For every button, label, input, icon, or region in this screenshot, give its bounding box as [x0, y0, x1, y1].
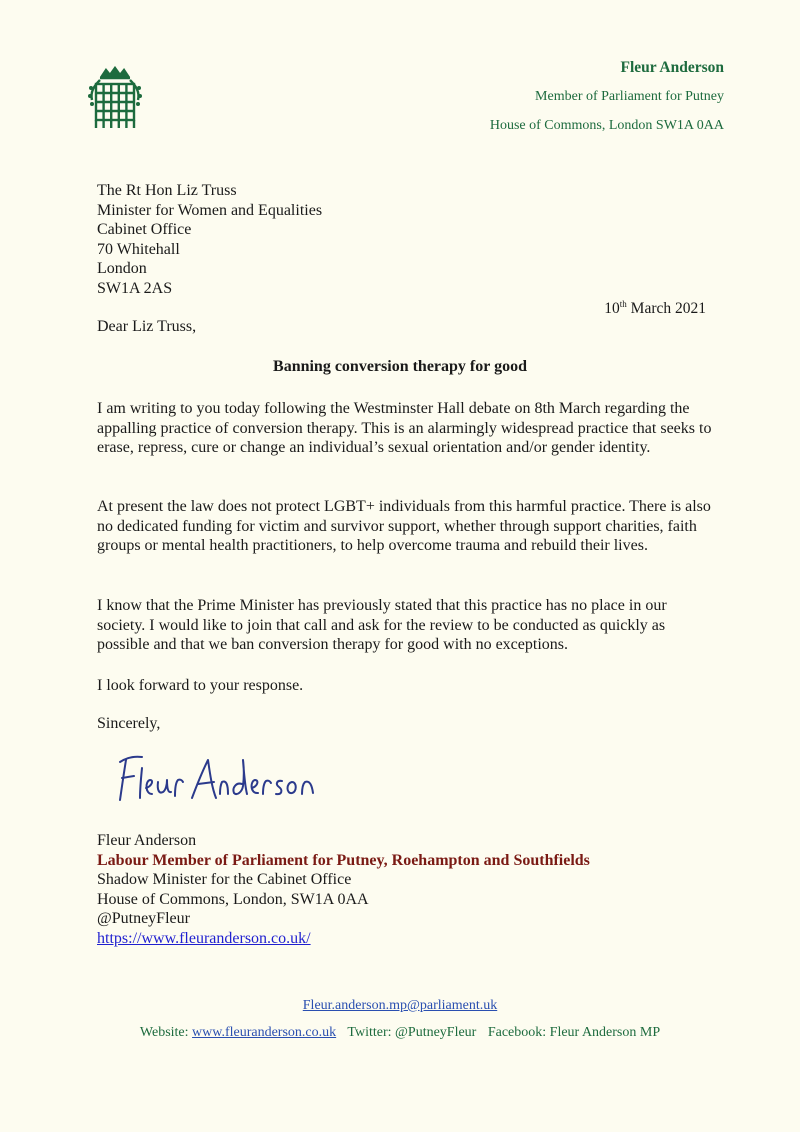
footer-website-label: Website: [139, 1025, 189, 1040]
handwritten-signature [112, 748, 322, 808]
sign-off-twitter: @PutneyFleur [97, 910, 190, 928]
footer-email-link[interactable]: Fleur.anderson.mp@parliament.uk [302, 998, 498, 1013]
body-paragraph: At present the law does not protect LGBT+ individuals from this harmful practice. There is also no dedicated funding for victim and survivor support, whether through support charities, faith groups or mental health practitioners, to help overcome trauma and rebuild their lives. [97, 498, 711, 555]
footer-contact-line [0, 1025, 800, 1041]
recipient-line: Minister for Women and Equalities [97, 201, 323, 219]
date-suffix: th [619, 299, 627, 309]
sign-off-title: Labour Member of Parliament for Putney, Roehampton and Southfields [97, 851, 590, 869]
date-rest: March 2021 [626, 300, 706, 318]
footer-facebook: Facebook: Fleur Anderson MP [487, 1025, 661, 1040]
body-paragraph: I look forward to your response. [97, 677, 304, 694]
sign-off-address: House of Commons, London, SW1A 0AA [97, 890, 369, 908]
footer-email [0, 998, 800, 1014]
header-mp-role: Member of Parliament for Putney [535, 89, 724, 104]
recipient-line: London [97, 260, 147, 278]
recipient-line: 70 Whitehall [97, 240, 180, 258]
footer-website-link[interactable]: www.fleuranderson.co.uk [192, 1025, 337, 1040]
sign-off-block [97, 831, 590, 949]
recipient-line: Cabinet Office [97, 221, 192, 239]
body-paragraph: I am writing to you today following the Westminster Hall debate on 8th March regarding the appalling practice of conversion therapy. This is an alarmingly widespread practice that seeks to erase, repress, cure or change an individual’s sexual orientation and/or gender identity. [97, 400, 712, 457]
sign-off-website-link[interactable]: https://www.fleuranderson.co.uk/ [97, 929, 311, 947]
date-day: 10 [604, 300, 620, 318]
portcullis-icon [86, 66, 144, 132]
sign-off-name: Fleur Anderson [97, 832, 197, 849]
salutation: Dear Liz Truss, [97, 318, 197, 335]
recipient-address [97, 181, 322, 299]
body-paragraph: I know that the Prime Minister has previously stated that this practice has no place in our society. I would like to join that call and ask for the review to be conducted as quickly as possible and that we ban conversion therapy for good with no exceptions. [97, 597, 667, 654]
header-address: House of Commons, London SW1A 0AA [489, 118, 724, 133]
recipient-line: The Rt Hon Liz Truss [97, 182, 237, 199]
recipient-line: SW1A 2AS [97, 279, 173, 297]
letter-date [604, 299, 706, 318]
footer-twitter: Twitter: @PutneyFleur [347, 1025, 477, 1040]
header-mp-name: Fleur Anderson [620, 59, 724, 76]
sign-off-position: Shadow Minister for the Cabinet Office [97, 871, 352, 889]
closing: Sincerely, [97, 715, 161, 732]
letter-subject: Banning conversion therapy for good [273, 358, 527, 375]
